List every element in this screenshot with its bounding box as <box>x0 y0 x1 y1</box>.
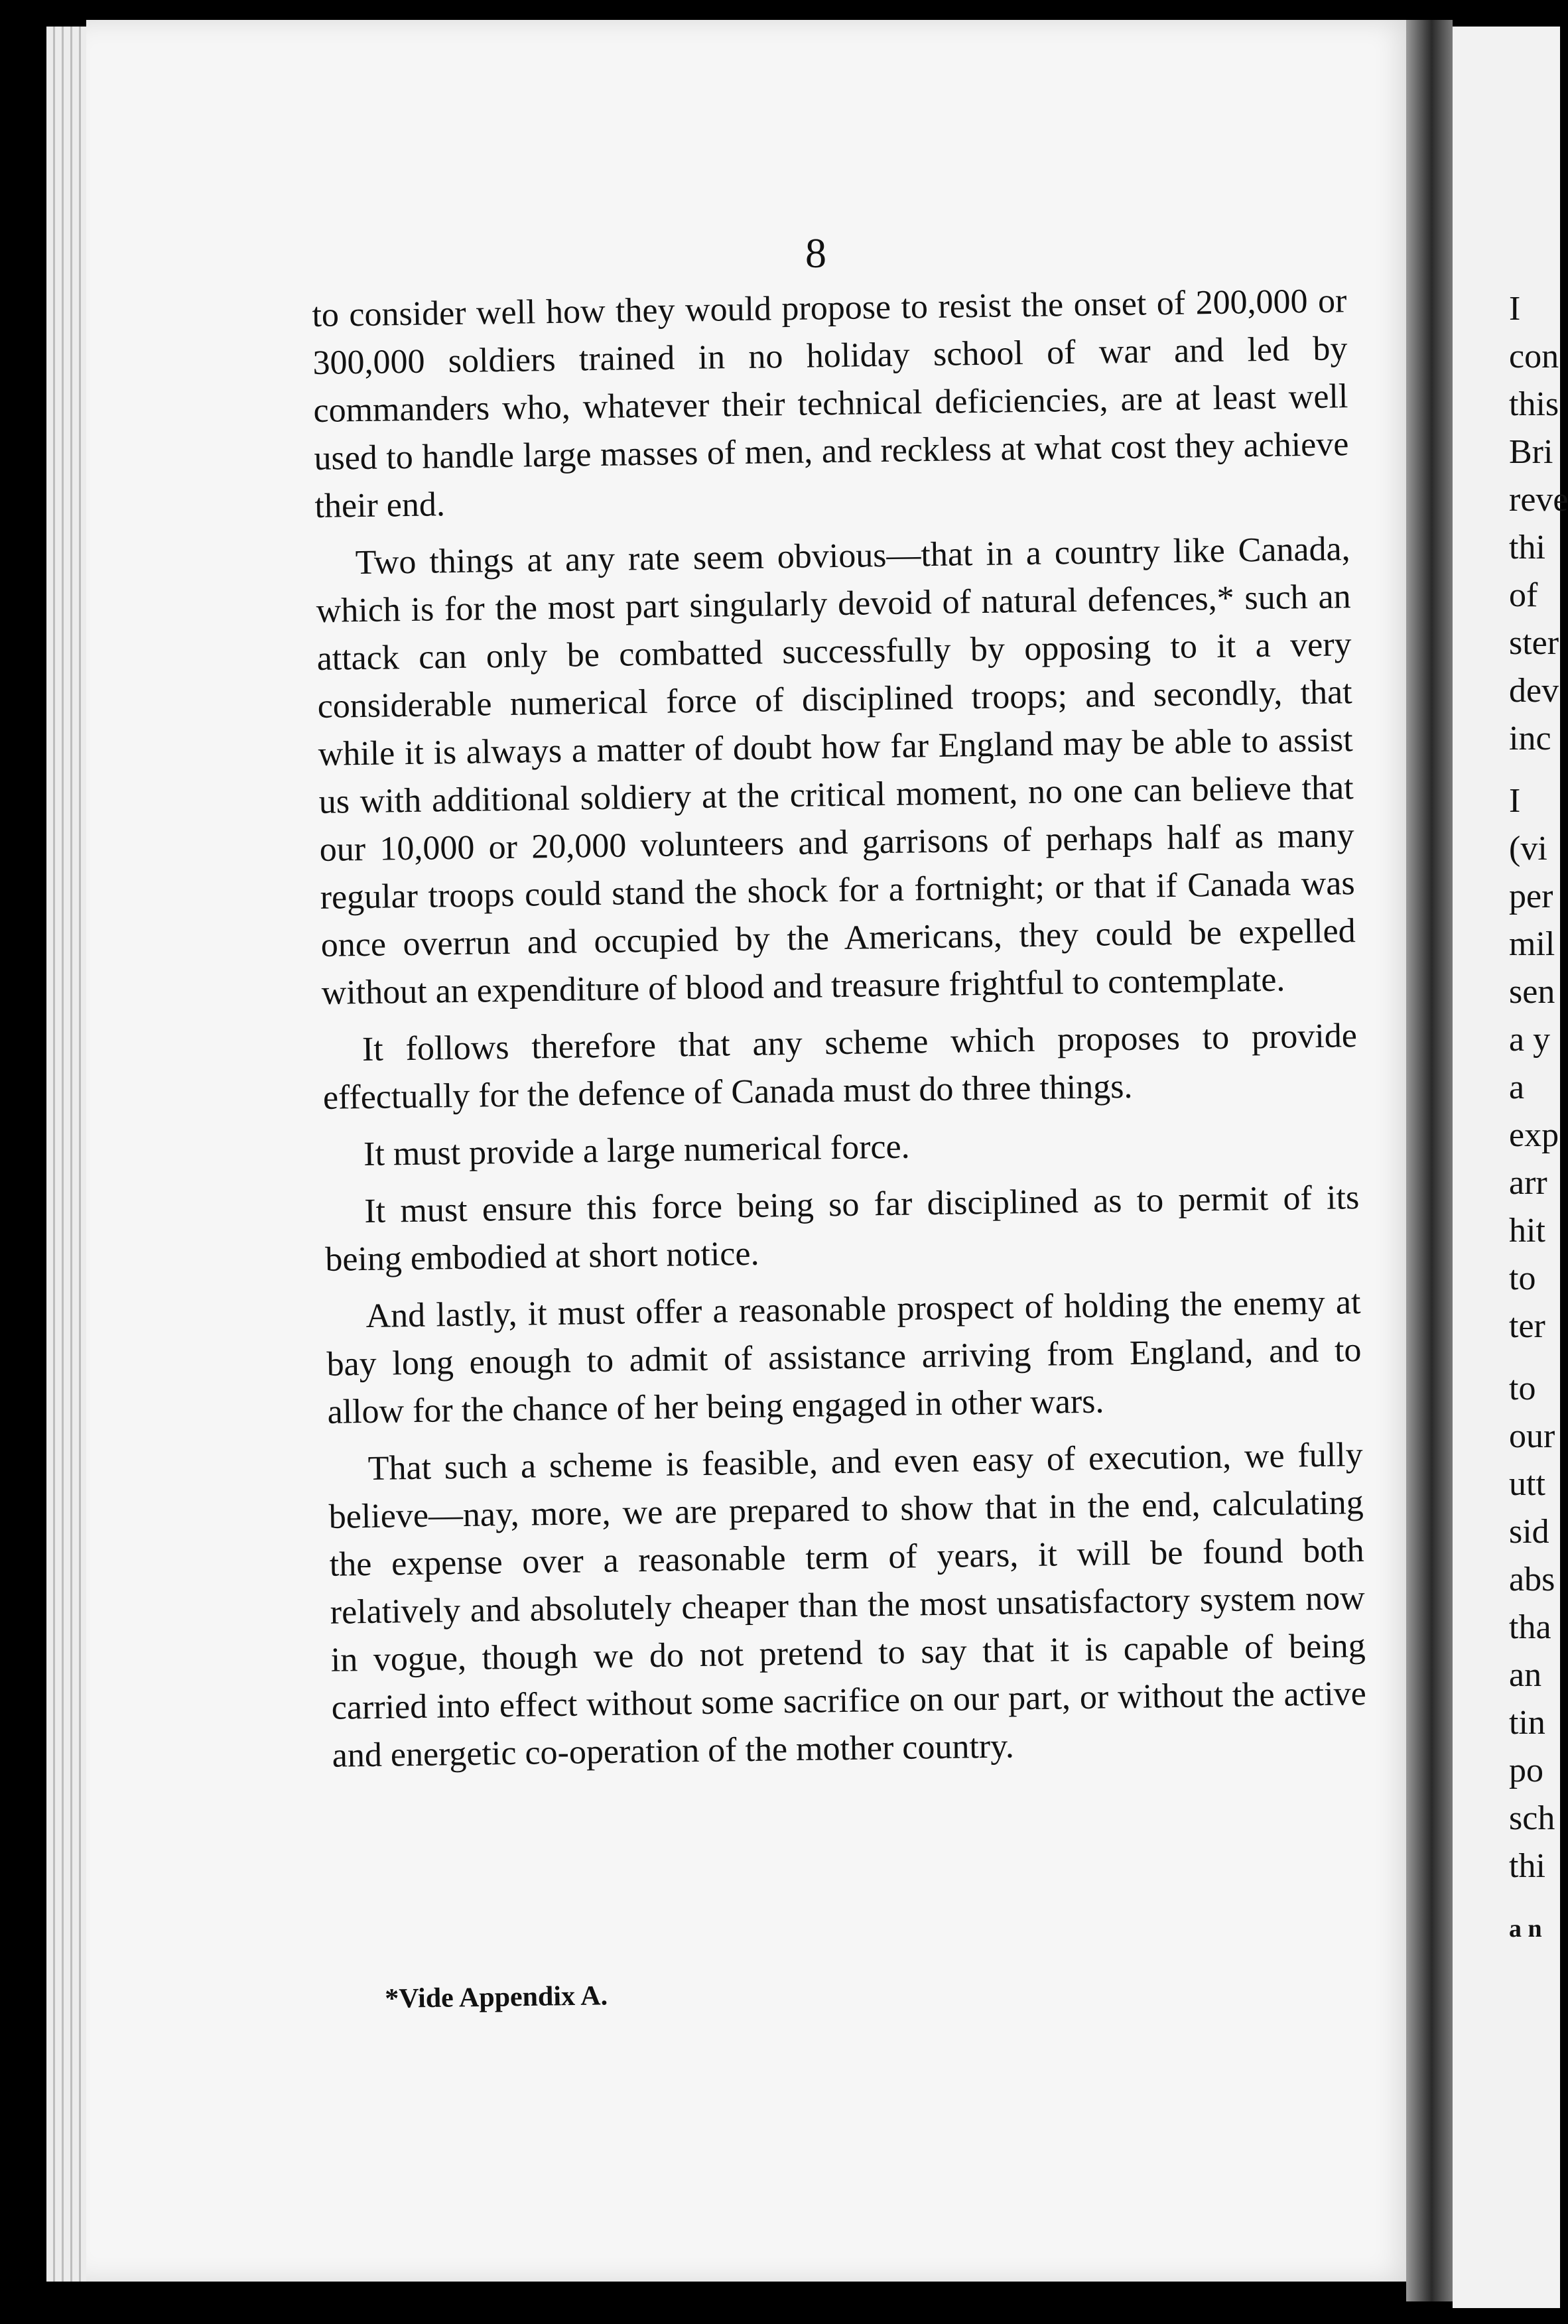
paragraph: And lastly, it must offer a reasonable prospect of holding the enemy at bay long enough to admit of assistance arriving from England, and to allow for the chance of her being engaged in other wars. <box>326 1283 1362 1431</box>
paragraph: That such a scheme is feasible, and even easy of execution, we fully believe—nay, more, we are prepared to show that in the end, calculating the expense over a reasonable term of years, it will be found both relatively and absolutely cheaper than the most unsatisfactory system now in vogue, though we do not pretend to say that it is capable of being carried into effect without some sacrifice on our part, or without the active and energetic co-operation of the mother country. <box>328 1436 1367 1775</box>
text-fragment: (vi <box>1509 830 1547 868</box>
right-page-text-fragments <box>1509 285 1568 1953</box>
text-fragment: our <box>1509 1417 1555 1455</box>
text-fragment: exp <box>1509 1116 1559 1154</box>
book-gutter <box>1406 20 1453 2301</box>
text-fragment: a <box>1509 1068 1525 1106</box>
paragraph: It must provide a large numerical force. <box>363 1128 910 1174</box>
text-fragment: tin <box>1509 1704 1545 1742</box>
text-fragment: arr <box>1509 1164 1547 1202</box>
footnote: *Vide Appendix A. <box>385 1980 608 2014</box>
text-fragment: tha <box>1509 1608 1551 1646</box>
text-fragment: reve <box>1509 481 1568 519</box>
text-fragment: I <box>1509 290 1521 328</box>
paragraph: to consider well how they would propose to resist the onset of 200,000 or 300,000 soldiers trained in no holiday school of war and led by commanders who, whatever their technical deficiencies, are at least well used to handle large masses of men, and reckless at what cost they achieve their end. <box>312 282 1349 525</box>
text-fragment: an <box>1509 1656 1542 1694</box>
text-fragment: I <box>1509 782 1521 820</box>
text-fragment: inc <box>1509 720 1551 757</box>
text-fragment: a n <box>1509 1915 1542 1943</box>
paragraph: It must ensure this force being so far disciplined as to permit of its being embodied at short notice. <box>324 1179 1360 1279</box>
text-fragment: of <box>1509 576 1538 614</box>
text-fragment: mil <box>1509 925 1555 963</box>
text-fragment: per <box>1509 877 1553 915</box>
text-fragment: this <box>1509 385 1559 423</box>
text-fragment: po <box>1509 1752 1543 1789</box>
text-fragment: thi <box>1509 1847 1545 1885</box>
text-fragment: sch <box>1509 1799 1555 1837</box>
paragraph: Two things at any rate seem obvious—that in a country like Canada, which is for the most part singularly devoid of natural defences,* such an attack can only be combatted successfully by opposing to it a very considerable numerical force of disciplined troops; and secondly, that while it is always a matter of doubt how far England may be able to assist us with additional soldiery at the critical moment, no one can believe that our 10,000 or 20,000 volunteers and garrisons of perhaps half as many regular troops could stand the shock for a fortnight; or that if Canada was once overrun and occupied by the Americans, they could be expelled without an expenditure of blood and treasure frightful to contemplate. <box>316 530 1356 1012</box>
text-fragment: to <box>1509 1259 1536 1297</box>
text-fragment: con <box>1509 338 1559 375</box>
text-fragment: utt <box>1509 1465 1545 1503</box>
text-fragment: sid <box>1509 1513 1549 1551</box>
text-fragment: a y <box>1509 1021 1551 1059</box>
body-text <box>312 277 1367 1789</box>
text-fragment: Bri <box>1509 433 1553 471</box>
page-number: 8 <box>805 229 826 277</box>
text-fragment: sen <box>1509 973 1555 1011</box>
text-fragment: hit <box>1509 1212 1545 1250</box>
text-fragment: ter <box>1509 1307 1545 1345</box>
text-fragment: ster <box>1509 624 1559 662</box>
text-fragment: dev <box>1509 672 1559 710</box>
text-fragment: abs <box>1509 1561 1555 1598</box>
text-fragment: to <box>1509 1370 1536 1407</box>
paragraph: It follows therefore that any scheme which proposes to provide effectually for the defence of Canada must do three things. <box>322 1017 1358 1117</box>
text-fragment: thi <box>1509 529 1545 566</box>
